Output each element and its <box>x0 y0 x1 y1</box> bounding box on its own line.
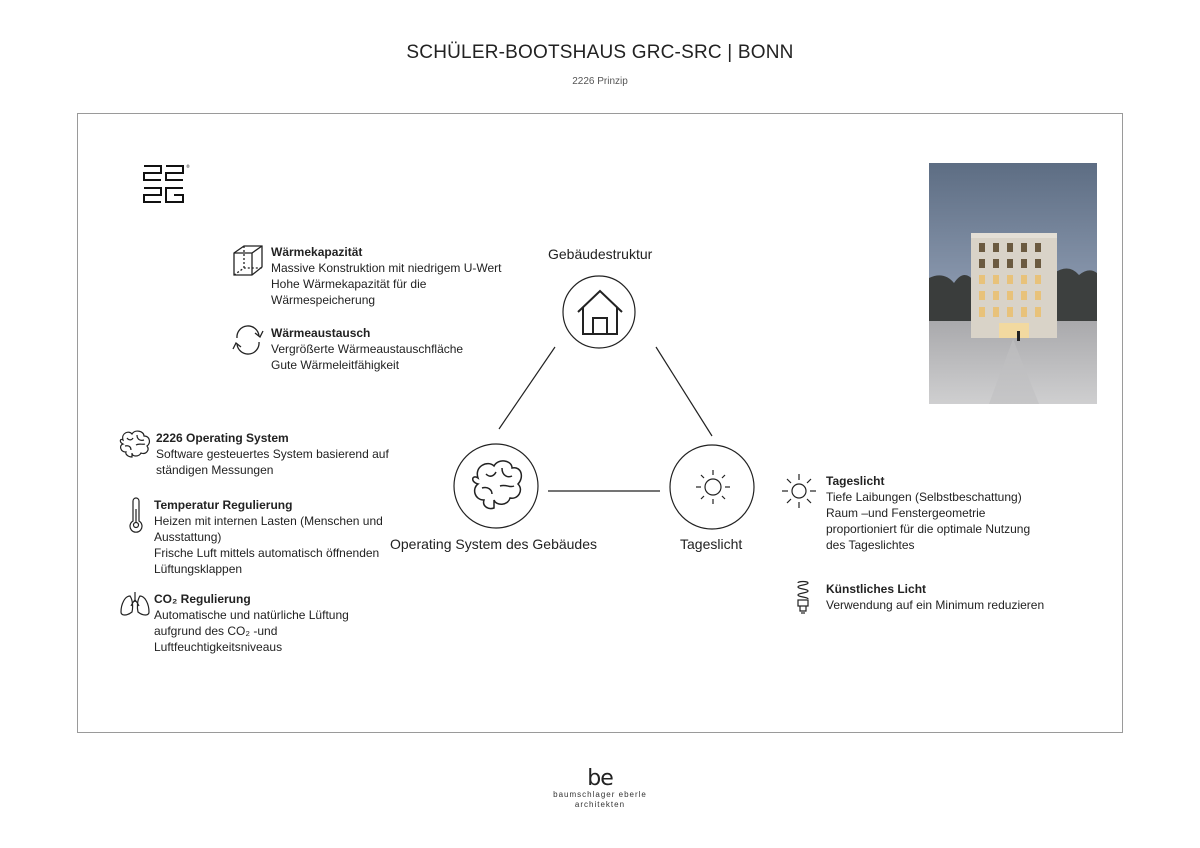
page-subtitle: 2226 Prinzip <box>572 76 628 87</box>
feature-line: aufgrund des CO₂ -und <box>154 624 278 638</box>
feature-line: Software gesteuertes System basierend auf <box>156 447 389 461</box>
feature-title: Tageslicht <box>826 474 885 488</box>
feature-title: 2226 Operating System <box>156 431 289 445</box>
feature-title: Künstliches Licht <box>826 582 927 596</box>
feature-line: proportioniert für die optimale Nutzung <box>826 522 1031 536</box>
cycle-icon <box>229 324 267 356</box>
feature-temperatur <box>154 497 383 577</box>
page-title: SCHÜLER-BOOTSHAUS GRC-SRC | BONN <box>406 42 794 63</box>
cube-icon <box>230 243 266 279</box>
feature-line: Frische Luft mittels automatisch öffnenden <box>154 546 380 560</box>
feature-title: Wärmeaustausch <box>271 326 371 340</box>
feature-line: Massive Konstruktion mit niedrigem U-Wert <box>271 261 502 275</box>
feature-waermeaustausch <box>271 325 463 373</box>
node-label-tageslicht: Tageslicht <box>680 536 743 552</box>
svg-text:®: ® <box>186 164 190 169</box>
feature-title: Wärmekapazität <box>271 245 363 259</box>
feature-line: des Tageslichtes <box>826 538 915 552</box>
feature-line: ständigen Messungen <box>156 463 274 477</box>
sun-icon <box>780 472 818 510</box>
feature-title: CO₂ Regulierung <box>154 592 251 606</box>
feature-title: Temperatur Regulierung <box>154 498 293 512</box>
feature-line: Hohe Wärmekapazität für die <box>271 277 427 291</box>
feature-line: Verwendung auf ein Minimum reduzieren <box>826 598 1045 612</box>
feature-tageslicht <box>826 473 1030 553</box>
feature-co2 <box>154 591 349 655</box>
footer-logo-line2: architekten <box>574 800 626 809</box>
lungs-icon <box>119 590 151 618</box>
feature-line: Ausstattung) <box>154 530 222 544</box>
feature-operating-system <box>156 430 389 478</box>
feature-line: Gute Wärmeleitfähigkeit <box>271 358 400 372</box>
be-logo-mark: be <box>587 766 613 791</box>
bulb-icon <box>794 580 812 616</box>
feature-line: Lüftungsklappen <box>154 562 243 576</box>
footer-logo-line1: baumschlager eberle <box>553 790 647 799</box>
feature-line: Raum –und Fenstergeometrie <box>826 506 986 520</box>
feature-kuenstliches-licht <box>826 581 1044 613</box>
brain-icon <box>117 428 153 458</box>
feature-waermekapazitaet <box>271 244 502 308</box>
feature-line: Tiefe Laibungen (Selbstbeschattung) <box>826 490 1022 504</box>
footer-logo <box>540 768 660 818</box>
logo-2226 <box>142 162 190 210</box>
feature-line: Wärmespeicherung <box>271 293 376 307</box>
feature-line: Luftfeuchtigkeitsniveaus <box>154 640 283 654</box>
feature-line: Vergrößerte Wärmeaustauschfläche <box>271 342 464 356</box>
feature-line: Automatische und natürliche Lüftung <box>154 608 349 622</box>
thermometer-icon <box>128 497 144 533</box>
node-label-operating: Operating System des Gebäudes <box>390 536 598 552</box>
building-photo <box>929 163 1097 404</box>
node-label-gebaeude: Gebäudestruktur <box>548 246 653 262</box>
feature-line: Heizen mit internen Lasten (Menschen und <box>154 514 383 528</box>
